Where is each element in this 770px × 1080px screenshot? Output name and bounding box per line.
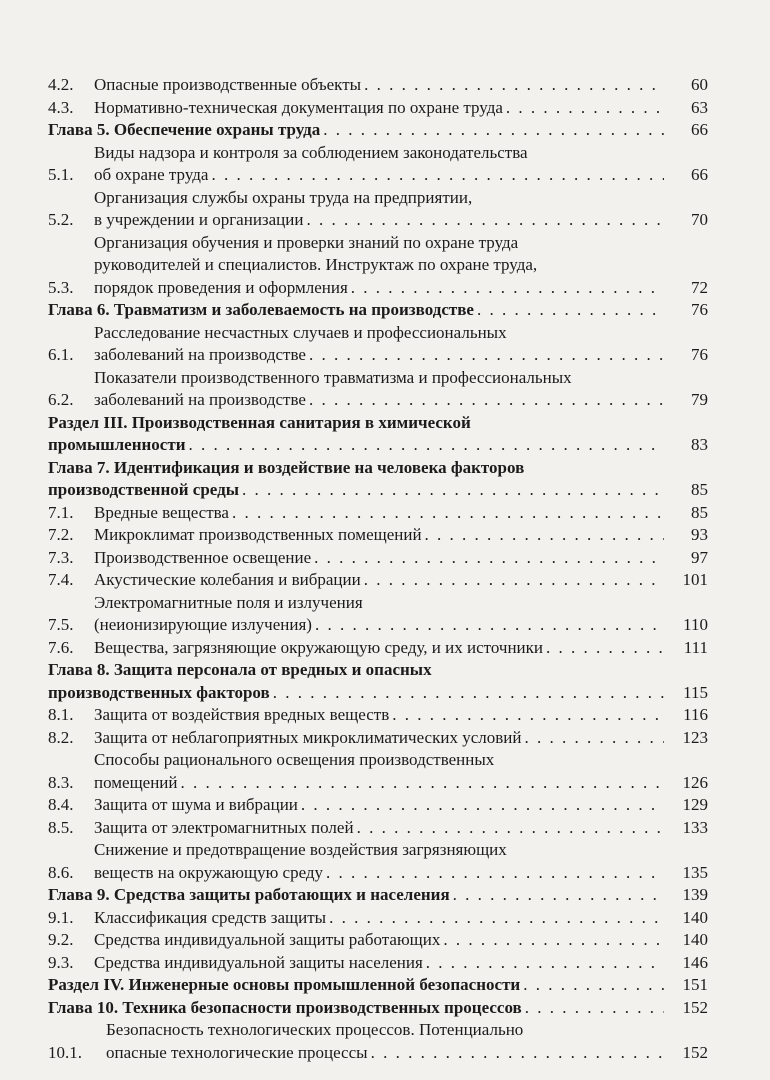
toc-title-line: Средства индивидуальной защиты населения: [94, 952, 423, 972]
toc-entry-title: [94, 322, 708, 367]
toc-page-number: 146: [682, 952, 708, 972]
toc-heading: [48, 659, 708, 704]
toc-title-line: Глава 9. Средства защиты работающих и населения: [48, 885, 450, 904]
toc-page-number: 83: [691, 435, 708, 454]
toc-entry: [48, 839, 708, 884]
toc-page-number: 85: [691, 502, 708, 522]
toc-page-number: 140: [682, 907, 708, 927]
toc-entry: [48, 97, 708, 120]
toc-page-number: 110: [683, 615, 708, 634]
toc-page-number: 60: [691, 75, 708, 94]
toc-title-line: Расследование несчастных случаев и профессиональных: [94, 322, 507, 342]
toc-page-number: 63: [691, 97, 708, 117]
toc-entry: [48, 1019, 708, 1064]
toc-entry: [48, 794, 708, 817]
toc-title-line: Опасные производственные объекты: [94, 75, 362, 94]
toc-page-number: 70: [691, 210, 708, 229]
toc-entry-title: [94, 502, 708, 525]
dot-leader: [443, 929, 664, 952]
toc-entry-number: 7.3.: [48, 547, 74, 567]
toc-entry-title: [94, 929, 708, 952]
toc-entry-title: [48, 997, 708, 1020]
toc-title-line: Виды надзора и контроля за соблюдением законодательства: [94, 142, 528, 162]
toc-entry: [48, 817, 708, 840]
toc-entry-number: 8.6.: [48, 862, 74, 882]
toc-entry-title: [94, 749, 708, 794]
toc-entry-title: [94, 907, 708, 930]
toc-entry: [48, 592, 708, 637]
dot-leader: [426, 952, 664, 975]
toc-entry-title: [48, 457, 708, 502]
dot-leader: [525, 997, 664, 1020]
toc-entry: [48, 637, 708, 660]
toc-heading: [48, 884, 708, 907]
toc-page-number: 76: [691, 345, 708, 364]
dot-leader: [506, 97, 664, 120]
toc-entry-title: [48, 412, 708, 457]
toc-title-line: заболеваний на производстве: [94, 345, 306, 364]
toc-title-line: производственной среды: [48, 480, 240, 499]
toc-entry: [48, 322, 708, 367]
toc-entry-number: 7.4.: [48, 570, 74, 589]
toc-entry-title: [106, 1019, 708, 1064]
toc-title-line: производственных факторов: [48, 682, 270, 702]
toc-entry: [48, 569, 708, 592]
dot-leader: [301, 794, 664, 817]
dot-leader: [523, 974, 664, 997]
toc-entry-title: [94, 569, 708, 592]
toc-entry: [48, 367, 708, 412]
toc-entry: [48, 952, 708, 975]
toc-page-number: 126: [682, 772, 708, 792]
toc-entry-number: 8.4.: [48, 795, 74, 814]
toc-title-line: промышленности: [48, 435, 186, 454]
toc-heading: [48, 997, 708, 1020]
toc-title-line: в учреждении и организации: [94, 210, 304, 229]
toc-title-line: Раздел IV. Инженерные основы промышленной безопасности: [48, 975, 521, 994]
toc-entry: [48, 142, 708, 187]
toc-entry-title: [94, 187, 708, 232]
toc-title-line: Нормативно-техническая документация по охране труда: [94, 97, 503, 117]
toc-title-line: Организация службы охраны труда на предприятии,: [94, 187, 473, 207]
toc-entry: [48, 502, 708, 525]
dot-leader: [357, 817, 664, 840]
dot-leader: [309, 344, 664, 367]
toc-entry: [48, 187, 708, 232]
toc-entry-number: 8.2.: [48, 727, 74, 747]
toc-entry: [48, 704, 708, 727]
toc-entry-number: 7.1.: [48, 502, 74, 522]
toc-title-line: Показатели производственного травматизма и профессиональных: [94, 367, 572, 387]
toc-entry: [48, 907, 708, 930]
dot-leader: [189, 434, 665, 457]
toc-title-line: Средства индивидуальной защиты работающих: [94, 930, 441, 949]
toc-entry-title: [48, 884, 708, 907]
toc-entry: [48, 929, 708, 952]
toc-page-number: 151: [682, 975, 708, 994]
dot-leader: [181, 772, 664, 795]
toc-page-number: 116: [683, 705, 708, 724]
dot-leader: [242, 479, 664, 502]
dot-leader: [309, 389, 664, 412]
dot-leader: [524, 727, 664, 750]
toc-heading: [48, 457, 708, 502]
dot-leader: [273, 682, 664, 705]
dot-leader: [351, 277, 664, 300]
dot-leader: [546, 637, 664, 660]
toc-entry-title: [48, 299, 708, 322]
toc-page-number: 66: [691, 120, 708, 139]
toc-entry-title: [94, 142, 708, 187]
toc-title-line: веществ на окружающую среду: [94, 862, 324, 882]
toc-entry-title: [94, 592, 708, 637]
toc-entry-title: [48, 119, 708, 142]
toc-entry: [48, 547, 708, 570]
toc-page-number: 66: [691, 165, 708, 184]
toc-page-number: 133: [682, 817, 708, 837]
toc-title-line: помещений: [94, 772, 178, 792]
toc-page-number: 76: [691, 300, 708, 319]
dot-leader: [364, 74, 664, 97]
dot-leader: [364, 569, 664, 592]
toc-title-line: Глава 7. Идентификация и воздействие на человека факторов: [48, 457, 525, 477]
toc-entry-number: 5.1.: [48, 165, 74, 184]
toc-page-number: 115: [683, 682, 708, 702]
toc-title-line: (неионизирующие излучения): [94, 615, 312, 634]
toc-entry-number: 10.1.: [48, 1042, 82, 1062]
dot-leader: [329, 907, 664, 930]
toc-page-number: 140: [682, 930, 708, 949]
toc-title-line: Электромагнитные поля и излучения: [94, 592, 363, 612]
toc-page-number: 139: [682, 885, 708, 904]
toc-entry-title: [48, 659, 708, 704]
toc-page-number: 111: [683, 637, 708, 657]
toc-title-line: руководителей и специалистов. Инструктаж по охране труда,: [94, 255, 538, 274]
dot-leader: [425, 524, 664, 547]
toc-page-number: 72: [691, 277, 708, 297]
toc-heading: [48, 299, 708, 322]
toc-title-line: об охране труда: [94, 165, 209, 184]
dot-leader: [306, 209, 664, 232]
toc-title-line: Вещества, загрязняющие окружающую среду, и их источники: [94, 637, 543, 657]
toc-title-line: Глава 6. Травматизм и заболеваемость на производстве: [48, 300, 474, 319]
toc-title-line: порядок проведения и оформления: [94, 277, 348, 297]
toc-entry-title: [94, 794, 708, 817]
toc-page-number: 93: [691, 525, 708, 544]
toc-heading: [48, 119, 708, 142]
toc-page-number: 79: [691, 390, 708, 409]
toc-entry-number: 8.1.: [48, 705, 74, 724]
toc-entry-title: [94, 952, 708, 975]
toc-title-line: Акустические колебания и вибрации: [94, 570, 361, 589]
toc-title-line: Защита от неблагоприятных микроклиматических условий: [94, 727, 522, 747]
toc-entry: [48, 524, 708, 547]
dot-leader: [315, 614, 664, 637]
toc-entry: [48, 74, 708, 97]
toc-entry-number: 5.3.: [48, 277, 74, 297]
toc-entry: [48, 727, 708, 750]
toc-page-number: 97: [691, 547, 708, 567]
toc-entry: [48, 232, 708, 300]
toc-entry-number: 7.2.: [48, 525, 74, 544]
table-of-contents: [48, 74, 708, 1064]
toc-title-line: Глава 5. Обеспечение охраны труда: [48, 120, 321, 139]
toc-page-number: 123: [682, 727, 708, 747]
toc-title-line: Раздел III. Производственная санитария в химической: [48, 412, 471, 432]
toc-page-number: 152: [682, 997, 708, 1017]
toc-title-line: Глава 10. Техника безопасности производственных процессов: [48, 997, 522, 1017]
dot-leader: [323, 119, 664, 142]
toc-entry-number: 9.2.: [48, 930, 74, 949]
toc-entry-title: [94, 817, 708, 840]
dot-leader: [392, 704, 664, 727]
dot-leader: [232, 502, 664, 525]
dot-leader: [211, 164, 664, 187]
dot-leader: [326, 862, 664, 885]
toc-entry-number: 7.5.: [48, 615, 74, 634]
toc-page-number: 135: [682, 862, 708, 882]
toc-entry-number: 8.5.: [48, 817, 74, 837]
toc-title-line: Защита от шума и вибрации: [94, 795, 298, 814]
toc-page-number: 129: [682, 795, 708, 814]
toc-title-line: Защита от воздействия вредных веществ: [94, 705, 390, 724]
toc-page-number: 152: [682, 1042, 708, 1062]
toc-page-number: 85: [691, 480, 708, 499]
toc-title-line: Вредные вещества: [94, 502, 229, 522]
toc-entry-number: 4.3.: [48, 97, 74, 117]
toc-entry-title: [94, 839, 708, 884]
toc-entry-title: [48, 974, 708, 997]
toc-title-line: Глава 8. Защита персонала от вредных и опасных: [48, 660, 432, 679]
toc-entry-number: 5.2.: [48, 210, 74, 229]
toc-title-line: Классификация средств защиты: [94, 907, 327, 927]
toc-heading: [48, 974, 708, 997]
toc-entry-title: [94, 74, 708, 97]
toc-title-line: опасные технологические процессы: [106, 1042, 368, 1062]
toc-title-line: Безопасность технологических процессов. Потенциально: [106, 1020, 524, 1039]
toc-title-line: Защита от электромагнитных полей: [94, 817, 354, 837]
toc-entry-number: 8.3.: [48, 772, 74, 792]
toc-entry-title: [94, 232, 708, 300]
toc-page-number: 101: [682, 570, 708, 589]
toc-entry-title: [94, 704, 708, 727]
toc-entry-title: [94, 547, 708, 570]
toc-title-line: Снижение и предотвращение воздействия загрязняющих: [94, 840, 507, 859]
toc-title-line: Производственное освещение: [94, 547, 312, 567]
toc-title-line: Микроклимат производственных помещений: [94, 525, 422, 544]
toc-entry-title: [94, 727, 708, 750]
toc-entry: [48, 749, 708, 794]
dot-leader: [314, 547, 664, 570]
toc-entry-number: 9.1.: [48, 907, 74, 927]
toc-title-line: заболеваний на производстве: [94, 390, 306, 409]
toc-entry-title: [94, 524, 708, 547]
toc-entry-number: 6.1.: [48, 345, 74, 364]
toc-entry-number: 7.6.: [48, 637, 74, 657]
toc-title-line: Способы рационального освещения производственных: [94, 750, 495, 769]
dot-leader: [453, 884, 664, 907]
dot-leader: [477, 299, 664, 322]
dot-leader: [371, 1042, 664, 1065]
toc-entry-number: 6.2.: [48, 390, 74, 409]
toc-entry-number: 4.2.: [48, 75, 74, 94]
toc-heading: [48, 412, 708, 457]
toc-entry-title: [94, 637, 708, 660]
toc-entry-title: [94, 367, 708, 412]
toc-entry-title: [94, 97, 708, 120]
toc-entry-number: 9.3.: [48, 952, 74, 972]
toc-title-line: Организация обучения и проверки знаний по охране труда: [94, 232, 519, 252]
